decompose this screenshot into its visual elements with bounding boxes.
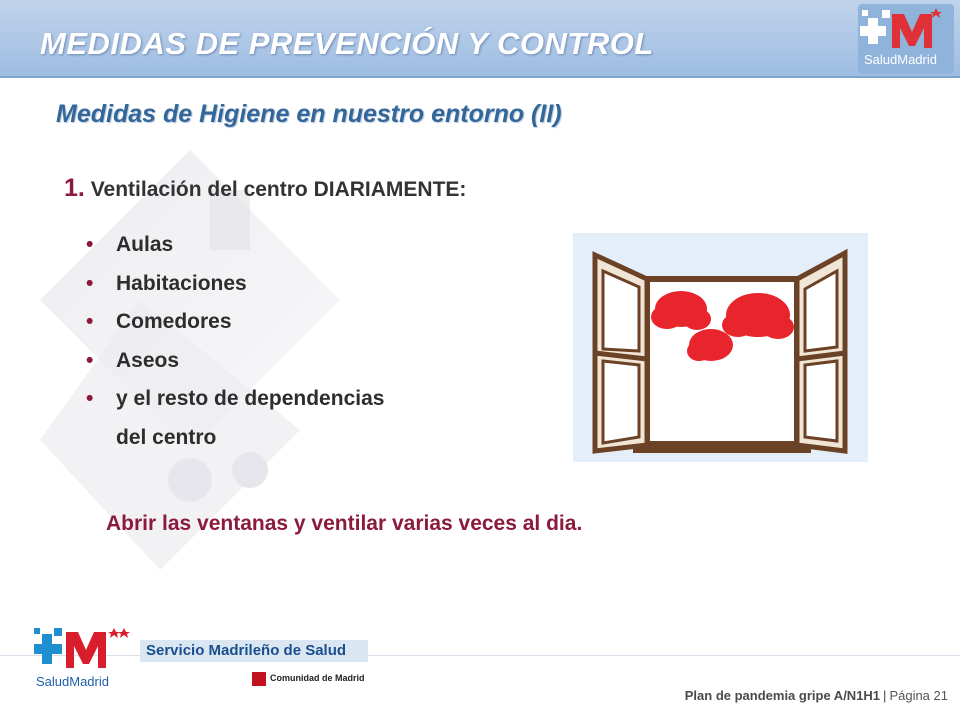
slide-title: MEDIDAS DE PREVENCIÓN Y CONTROL <box>40 26 654 61</box>
brand-text: SaludMadrid <box>36 674 109 689</box>
list-item-label: Aulas <box>116 233 174 256</box>
list-item-label: Aseos <box>116 348 180 372</box>
footer-separator: | <box>883 688 887 703</box>
slide-subtitle: Medidas de Higiene en nuestro entorno (II) <box>56 100 562 128</box>
list-item <box>86 226 384 265</box>
section-text: Ventilación del centro <box>90 178 314 201</box>
section-heading <box>64 174 466 203</box>
comunidad-madrid-flag-icon <box>252 672 266 686</box>
star-cross-icon <box>34 628 62 664</box>
bullet-icon: • <box>86 310 94 333</box>
list-item <box>86 265 384 304</box>
service-name: Servicio Madrileño de Salud <box>140 640 368 662</box>
community-name: Comunidad de Madrid <box>270 673 365 683</box>
bullet-icon: • <box>86 271 94 295</box>
list-item-label: Comedores <box>116 310 232 333</box>
open-window-icon <box>573 233 868 462</box>
brand-text: SaludMadrid <box>864 52 937 67</box>
page-number: Página 21 <box>889 688 948 703</box>
list-item <box>86 342 384 381</box>
list-item-label: y el resto de dependencias <box>116 387 385 410</box>
left-shutter <box>595 255 647 451</box>
section-number: 1. <box>64 174 85 202</box>
list-item <box>86 380 384 419</box>
section-emphasis: DIARIAMENTE: <box>313 178 467 201</box>
closing-text: Abrir las ventanas y ventilar varias veces al dia. <box>106 512 583 535</box>
bullet-icon: • <box>86 387 94 410</box>
list-item-label: del centro <box>116 425 217 449</box>
page-footer <box>685 688 948 703</box>
list-item-continuation <box>86 419 384 458</box>
list-item <box>86 303 384 342</box>
rooms-list <box>86 226 384 457</box>
right-shutter <box>797 253 845 451</box>
list-item-label: Habitaciones <box>116 271 247 295</box>
bullet-icon: • <box>86 348 94 372</box>
bullet-icon: • <box>86 233 94 256</box>
plan-name: Plan de pandemia gripe A/N1H1 <box>684 688 881 703</box>
